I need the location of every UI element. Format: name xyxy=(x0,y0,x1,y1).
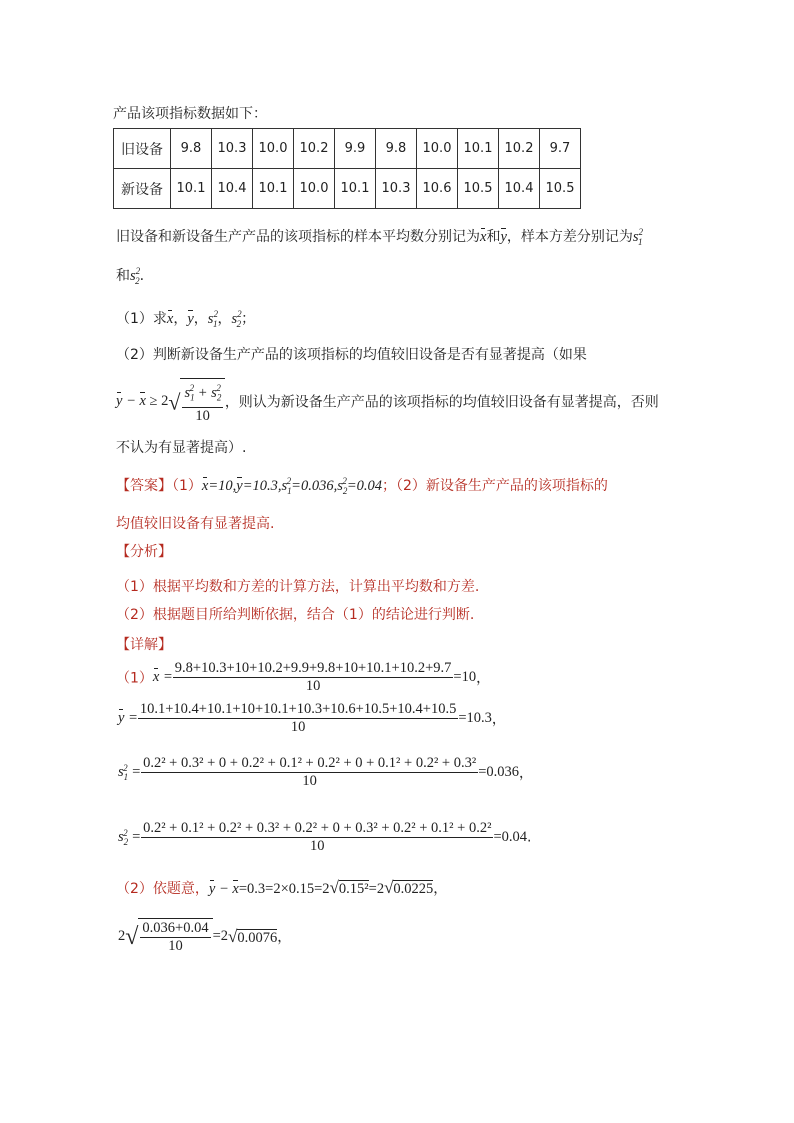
question-2-line-1: （2）判断新设备生产产品的该项指标的均值较旧设备是否有显著提高（如果 xyxy=(116,347,587,363)
statement-text: 和 xyxy=(486,229,501,245)
question-2-condition: y − x ≥ 2√ $\frac{s_1^2 + s_2^2}{10}$ ，则认为新设备生产产品的该项指标的均值较旧设备有显著提高，否则 xyxy=(116,378,659,425)
s2-result: =0.04 xyxy=(493,829,527,845)
table-cell: 10.2 xyxy=(294,129,335,169)
answer-formula: $x=10,y=10.3,s_1^2=0.036,s_2^2=0.04$ xyxy=(201,476,383,496)
table-cell: 10.6 xyxy=(417,169,458,209)
question-label: （1）求 xyxy=(116,311,167,327)
answer-line-1 xyxy=(116,475,608,496)
table-cell: 10.4 xyxy=(499,169,540,209)
table-cell: 10.2 xyxy=(499,129,540,169)
final-formula: 2√ $\frac{0.036+0.04}{10}$ =2√0.0076， xyxy=(118,920,292,954)
sep: ， xyxy=(173,311,188,327)
detail-tag: 【详解】 xyxy=(116,637,172,653)
table-cell: 10.4 xyxy=(212,169,253,209)
detail-part: （1） xyxy=(116,670,153,687)
table-cell: 10.1 xyxy=(458,129,499,169)
x-result: =10 xyxy=(453,669,477,685)
analysis-line-2: （2）根据题目所给判断依据，结合（1）的结论进行判断. xyxy=(116,607,475,623)
statement-text: 和 xyxy=(116,268,130,284)
detail-part: （2）依题意， xyxy=(116,881,209,897)
denominator: 10 xyxy=(168,938,183,954)
analysis-line-1: （1）根据平均数和方差的计算方法，计算出平均数和方差. xyxy=(116,579,480,595)
answer-part: （2）新设备生产产品的该项指标的 xyxy=(396,478,608,494)
statement-text: 旧设备和新设备生产产品的该项指标的样本平均数分别记为 xyxy=(116,229,480,245)
sqrt-arg: 0.15² xyxy=(338,881,369,897)
final-numerator: 0.036+0.04 xyxy=(142,920,209,936)
sqrt-formula: √ $\frac{s_1^2 + s_2^2}{10}$ xyxy=(168,378,224,425)
answer-part: （1） xyxy=(172,478,202,494)
s1-result: =0.036 xyxy=(478,764,520,780)
comma: ， xyxy=(476,670,491,687)
sqrt-arg: 0.0225 xyxy=(393,881,434,897)
table-cell: 9.8 xyxy=(376,129,417,169)
table-cell: 10.5 xyxy=(458,169,499,209)
table-cell: 10.1 xyxy=(171,169,212,209)
table-cell: 9.9 xyxy=(335,129,376,169)
row-label: 新设备 xyxy=(114,169,171,209)
sqrt-arg: 0.0076 xyxy=(237,929,278,946)
table-cell: 10.3 xyxy=(212,129,253,169)
table-cell: 9.8 xyxy=(171,129,212,169)
diff-expression: =0.3=2×0.15=2 xyxy=(238,881,330,897)
question-2-line-3: 不认为有显著提高）. xyxy=(116,440,247,456)
table-cell: 10.1 xyxy=(253,169,294,209)
statement-text: ，样本方差分别记为 xyxy=(506,229,633,245)
sep: ， xyxy=(217,311,232,327)
s2-numerator: 0.2² + 0.1² + 0.2² + 0.3² + 0.2² + 0 + 0.3² + 0.2² + 0.1² + 0.2² xyxy=(143,820,492,836)
denominator: 10 xyxy=(305,678,321,694)
condition-text: ，则认为新设备生产产品的该项指标的均值较旧设备有显著提高，否则 xyxy=(224,394,659,411)
statement-text: . xyxy=(139,268,145,284)
denominator: 10 xyxy=(290,719,306,735)
table-row-new xyxy=(114,169,581,209)
row-label: 旧设备 xyxy=(114,129,171,169)
denominator: 10 xyxy=(302,773,317,789)
detail-part-2: （2）依题意，y − x=0.3=2×0.15=2√0.15²=2√0.0225， xyxy=(116,878,448,897)
table-cell: 10.0 xyxy=(253,129,294,169)
table-cell: 10.5 xyxy=(540,169,581,209)
answer-sep: ； xyxy=(382,478,397,494)
comma: ， xyxy=(277,929,292,946)
y-result: =10.3 xyxy=(458,710,492,726)
s1-formula: $s_1^2$ = 0.2² + 0.3² + 0 + 0.2² + 0.1² + 0.2² + 0 + 0.1² + 0.2² + 0.3² 10 =0.036， xyxy=(118,755,534,789)
analysis-tag: 【分析】 xyxy=(116,544,172,560)
data-table xyxy=(113,128,581,209)
table-cell: 10.3 xyxy=(376,169,417,209)
x-numerator: 9.8+10.3+10+10.2+9.9+9.8+10+10.1+10.2+9.7 xyxy=(174,660,452,676)
eq: =2 xyxy=(212,928,229,944)
answer-tag: 【答案】 xyxy=(116,478,172,494)
statement-line-1: 旧设备和新设备生产产品的该项指标的样本平均数分别记为x和y，样本方差分别记为$s^2_1$ xyxy=(116,227,644,247)
sep: ； xyxy=(241,311,256,327)
eq: =2 xyxy=(368,881,385,897)
question-1: （1）求x，y，$s^2_1$，$s^2_2$； xyxy=(116,309,256,329)
statement-line-2: 和$s^2_2$. xyxy=(116,266,145,286)
comma: ， xyxy=(433,881,448,897)
intro-text: 产品该项指标数据如下： xyxy=(113,106,267,122)
y-numerator: 10.1+10.4+10.1+10+10.1+10.3+10.6+10.5+10.4+10.5 xyxy=(139,701,457,717)
sep: ， xyxy=(193,311,208,327)
x-mean-formula: （1）x = $\frac{9.8+10.3+10+10.2+9.9+9.8+10+10.1+10.2+9.7}{10}$ =10， xyxy=(116,660,491,694)
s2-formula: $s_2^2$ = 0.2² + 0.1² + 0.2² + 0.3² + 0.2² + 0 + 0.3² + 0.2² + 0.1² + 0.2² 10 =0.04. xyxy=(118,820,532,854)
comma: ， xyxy=(491,711,506,728)
answer-line-2: 均值较旧设备有显著提高. xyxy=(116,516,275,532)
table-cell: 9.7 xyxy=(540,129,581,169)
comma: ， xyxy=(519,765,534,782)
table-row-old xyxy=(114,129,581,169)
y-mean-formula: y = $\frac{10.1+10.4+10.1+10+10.1+10.3+10.6+10.5+10.4+10.5}{10}$ =10.3， xyxy=(118,701,506,735)
s1-numerator: 0.2² + 0.3² + 0 + 0.2² + 0.1² + 0.2² + 0 + 0.1² + 0.2² + 0.3² xyxy=(143,755,477,771)
denominator: 10 xyxy=(310,838,325,854)
table-cell: 10.0 xyxy=(417,129,458,169)
table-cell: 10.1 xyxy=(335,169,376,209)
table-cell: 10.0 xyxy=(294,169,335,209)
